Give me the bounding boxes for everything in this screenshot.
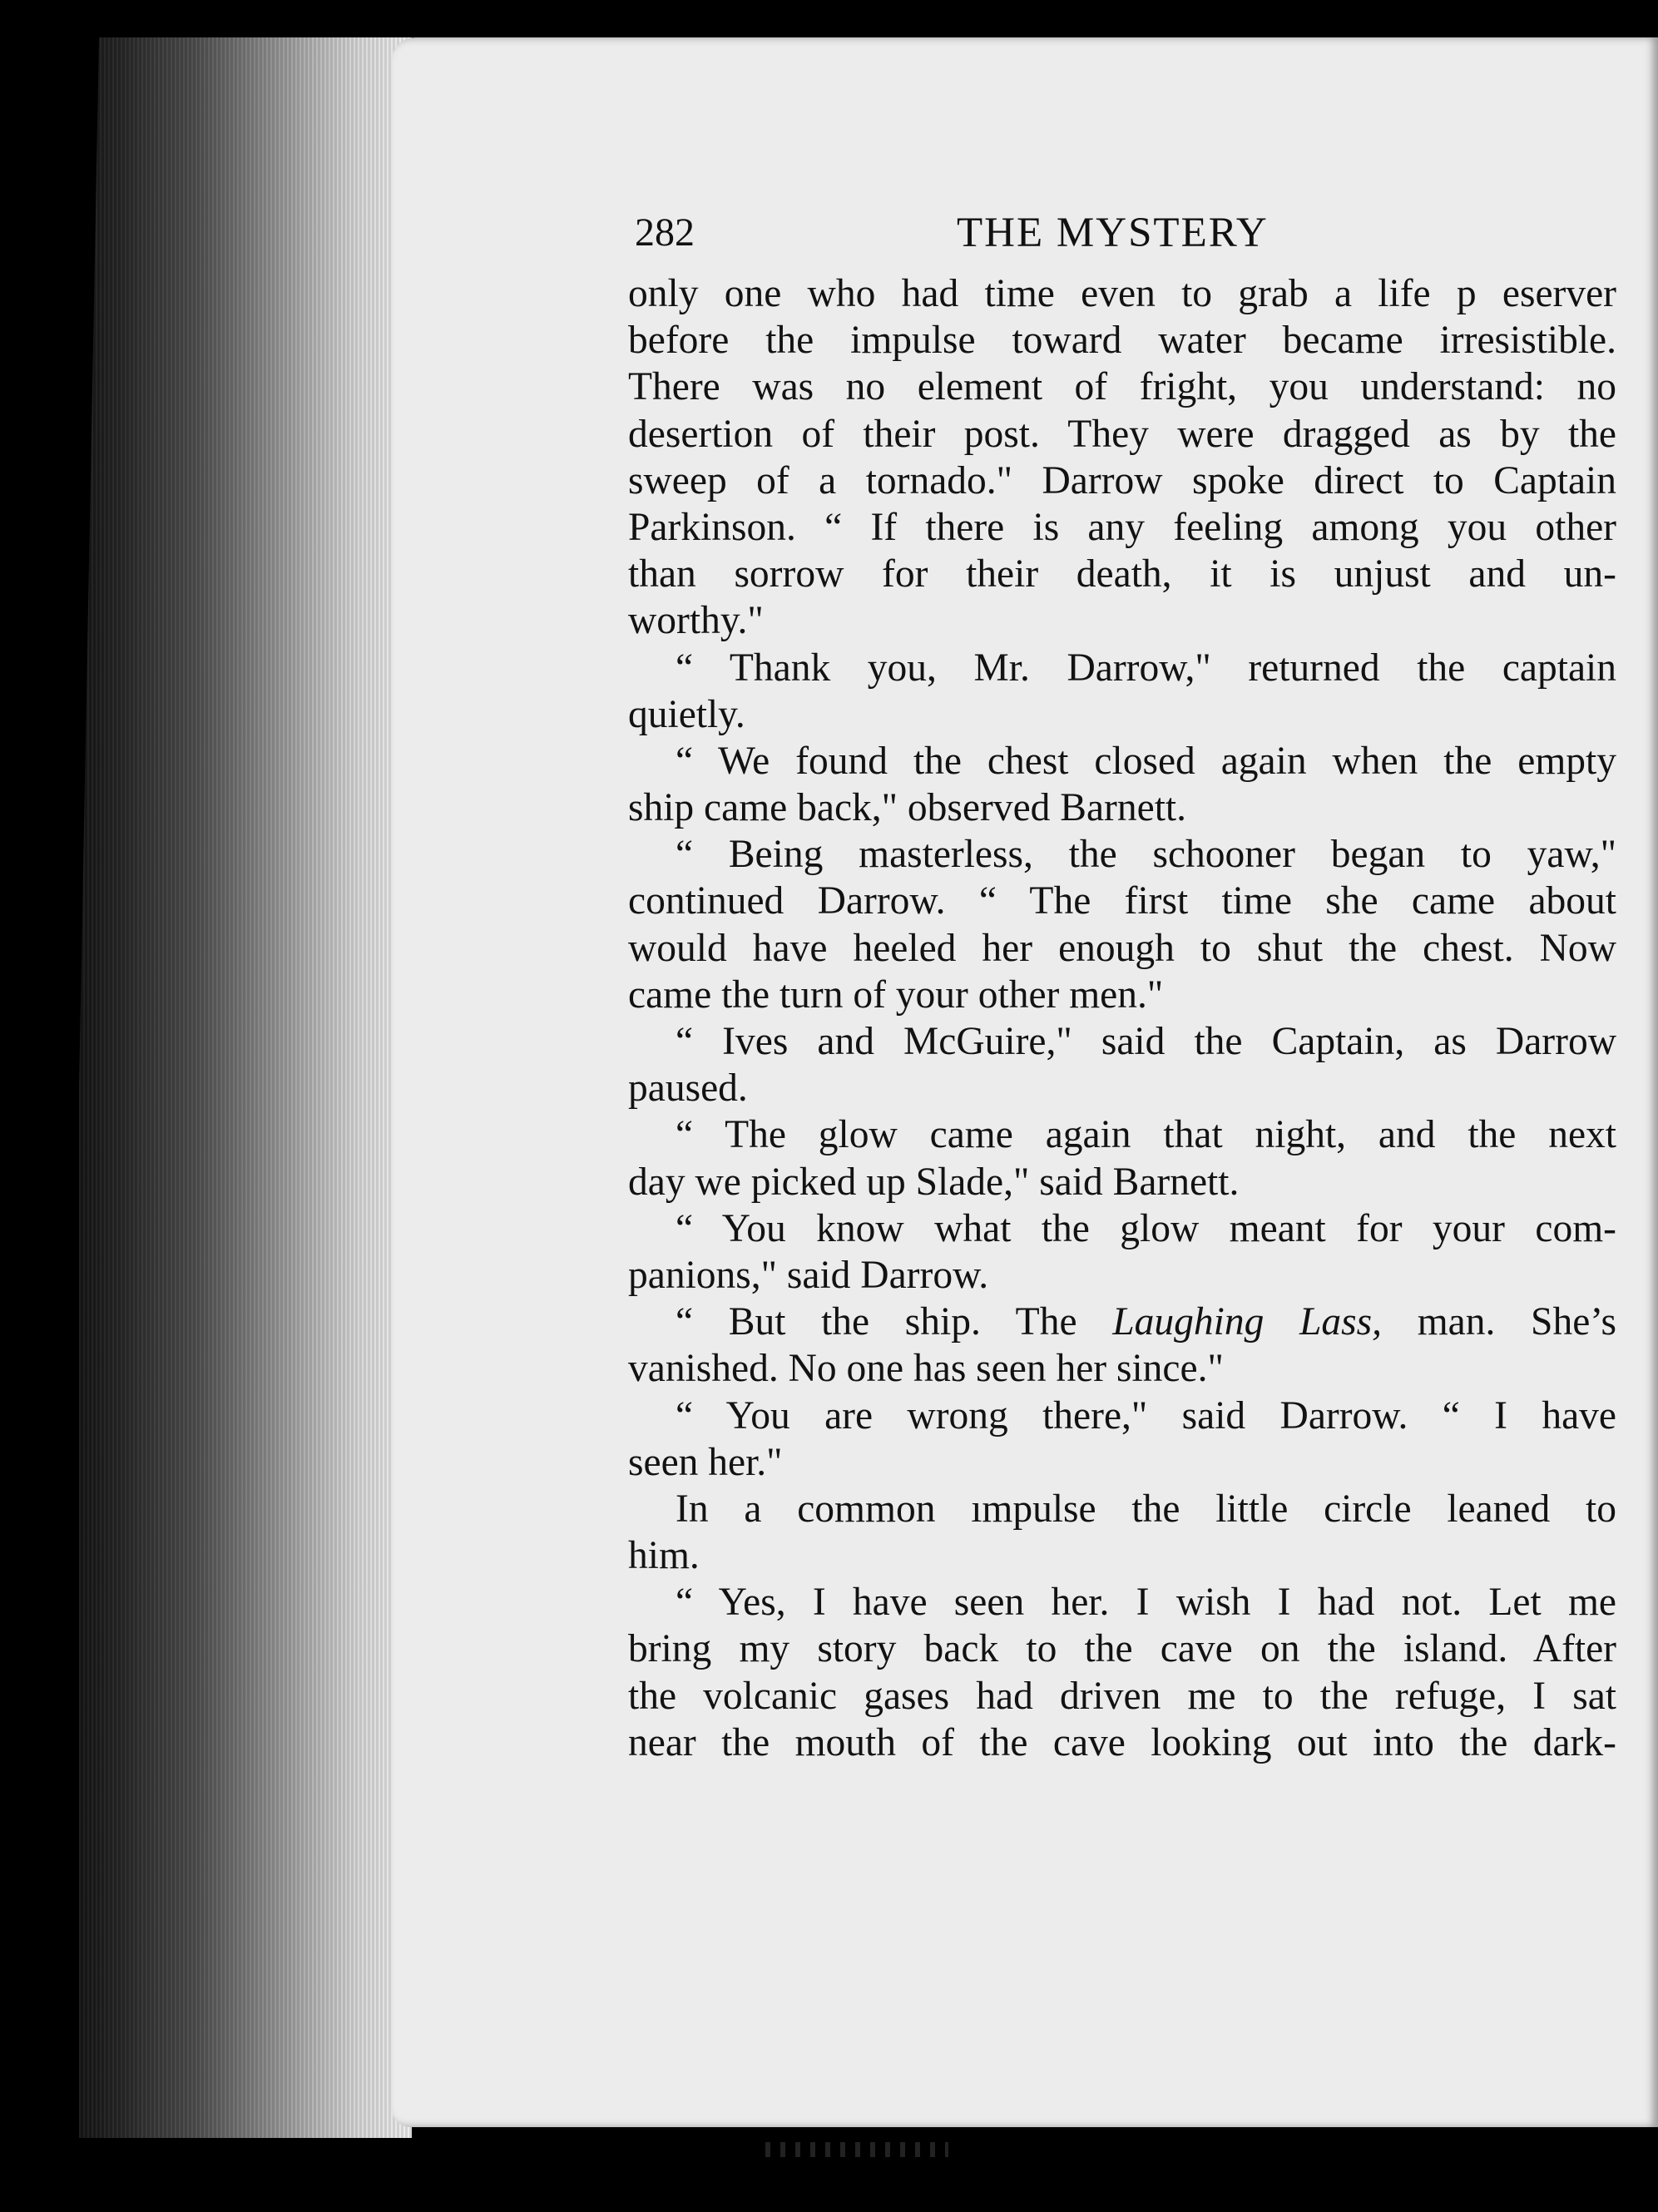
ship-name-italic: Laughing Lass, <box>1112 1300 1383 1344</box>
text-line: him. <box>628 1534 700 1578</box>
text-line: “ Ives and McGuire," said the Captain, as Darrow <box>676 1020 1616 1063</box>
text-line: worthy." <box>628 599 764 643</box>
text-line: In a common ımpulse the little circle leaned to <box>676 1487 1616 1531</box>
text-line: only one who had time even to grab a life p eserver <box>628 272 1616 315</box>
text-line: ship came back," observed Barnett. <box>628 786 1186 830</box>
text-line: “ Yes, I have seen her. I wish I had not. Let me <box>676 1581 1616 1625</box>
text-line: vanished. No one has seen her since." <box>628 1347 1224 1391</box>
book-page-edges <box>79 37 412 2138</box>
text-line: “ You are wrong there," said Darrow. “ I have <box>676 1393 1616 1438</box>
text-line: desertion of their post. They were dragged as by the <box>628 412 1616 456</box>
text-line: before the impulse toward water became irresistible. <box>628 319 1616 363</box>
text-line: There was no element of fright, you understand: no <box>628 365 1616 409</box>
page-number: 282 <box>635 210 695 255</box>
text-line: “ You know what the glow meant for your com- <box>676 1206 1616 1250</box>
page-header <box>635 204 1616 262</box>
text-line: quietly. <box>628 692 745 736</box>
text-line: day we picked up Slade," said Barnett. <box>628 1160 1240 1204</box>
text-line: “ The glow came again that night, and the next <box>676 1113 1616 1157</box>
text-run: man. She’s <box>1382 1300 1616 1344</box>
running-head: THE MYSTERY <box>957 210 1269 256</box>
text-line: would have heeled her enough to shut the chest. Now <box>628 926 1616 970</box>
text-line: seen her." <box>628 1440 783 1484</box>
text-line: Parkinson. “ If there is any feeling among you other <box>628 505 1616 549</box>
text-line: bring my story back to the cave on the island. After <box>628 1627 1616 1671</box>
text-line: “ Being masterless, the schooner began to yaw," <box>676 833 1616 877</box>
scan-artifact <box>765 2142 948 2157</box>
text-line: the volcanic gases had driven me to the refuge, I sat <box>628 1674 1616 1718</box>
text-line: sweep of a tornado." Darrow spoke direct to Captain <box>628 458 1616 502</box>
text-line: continued Darrow. “ The first time she came about <box>628 879 1616 923</box>
text-run: “ But the ship. The <box>676 1300 1113 1344</box>
text-line: “ We found the chest closed again when the empty <box>676 739 1616 783</box>
text-line <box>628 1299 1616 1345</box>
text-line: near the mouth of the cave looking out into the dark- <box>628 1720 1616 1764</box>
text-line: paused. <box>628 1066 748 1111</box>
text-line: came the turn of your other men." <box>628 972 1164 1017</box>
body-text <box>628 270 1616 1766</box>
text-line: than sorrow for their death, it is unjust and un- <box>628 552 1616 596</box>
text-line: panions," said Darrow. <box>628 1253 989 1297</box>
text-line: “ Thank you, Mr. Darrow," returned the captain <box>676 646 1616 690</box>
